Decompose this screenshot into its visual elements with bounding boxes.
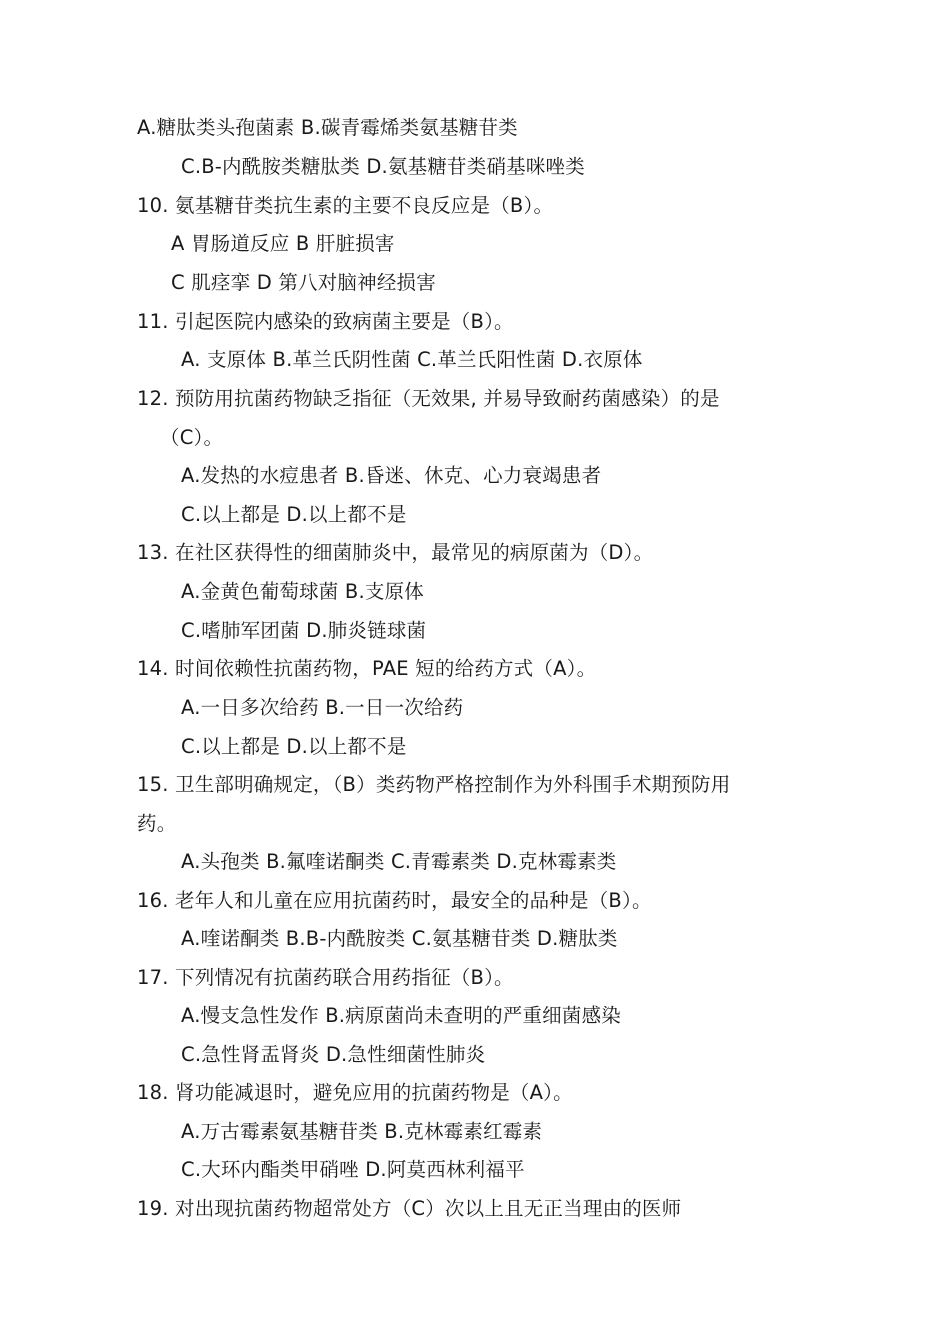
question-14-stem: 14. 时间依赖性抗菌药物，PAE 短的给药方式（A）。: [137, 657, 597, 680]
question-14-options-ab: A.一日多次给药 B.一日一次给药: [181, 696, 464, 719]
question-9-options-cd: C.B-内酰胺类糖肽类 D.氨基糖苷类硝基咪唑类: [181, 155, 585, 178]
question-11-stem: 11. 引起医院内感染的致病菌主要是（B）。: [137, 310, 514, 333]
question-16-stem: 16. 老年人和儿童在应用抗菌药时，最安全的品种是（B）。: [137, 889, 652, 912]
question-13-stem: 13. 在社区获得性的细菌肺炎中，最常见的病原菌为（D）。: [137, 541, 654, 564]
question-9-options-ab: A.糖肽类头孢菌素 B.碳青霉烯类氨基糖苷类: [137, 116, 518, 139]
question-15-stem: 15. 卫生部明确规定，（B）类药物严格控制作为外科围手术期预防用: [137, 773, 731, 796]
question-13-options-cd: C.嗜肺军团菌 D.肺炎链球菌: [181, 619, 427, 642]
question-16-options: A.喹诺酮类 B.B-内酰胺类 C.氨基糖苷类 D.糖肽类: [181, 927, 618, 950]
question-12-stem-cont: （C）。: [160, 426, 224, 449]
question-17-stem: 17. 下列情况有抗菌药联合用药指征（B）。: [137, 966, 514, 989]
question-15-stem-cont: 药。: [137, 812, 177, 835]
question-12-stem: 12. 预防用抗菌药物缺乏指征（无效果, 并易导致耐药菌感染）的是: [137, 387, 720, 410]
question-12-options-cd: C.以上都是 D.以上都不是: [181, 503, 407, 526]
question-19-stem: 19. 对出现抗菌药物超常处方（C）次以上且无正当理由的医师: [137, 1197, 682, 1220]
question-17-options-cd: C.急性肾盂肾炎 D.急性细菌性肺炎: [181, 1043, 486, 1066]
question-10-stem: 10. 氨基糖苷类抗生素的主要不良反应是（B）。: [137, 194, 554, 217]
question-13-options-ab: A.金黄色葡萄球菌 B.支原体: [181, 580, 424, 603]
question-18-stem: 18. 肾功能减退时，避免应用的抗菌药物是（A）。: [137, 1081, 573, 1104]
question-15-options: A.头孢类 B.氟喹诺酮类 C.青霉素类 D.克林霉素类: [181, 850, 617, 873]
question-18-options-ab: A.万古霉素氨基糖苷类 B.克林霉素红霉素: [181, 1120, 543, 1143]
question-11-options: A. 支原体 B.革兰氏阴性菌 C.革兰氏阳性菌 D.衣原体: [181, 348, 643, 371]
question-18-options-cd: C.大环内酯类甲硝唑 D.阿莫西林利福平: [181, 1158, 525, 1181]
question-14-options-cd: C.以上都是 D.以上都不是: [181, 735, 407, 758]
question-10-options-cd: C 肌痉挛 D 第八对脑神经损害: [171, 271, 436, 294]
question-12-options-ab: A.发热的水痘患者 B.昏迷、休克、心力衰竭患者: [181, 464, 602, 487]
question-17-options-ab: A.慢支急性发作 B.病原菌尚未查明的严重细菌感染: [181, 1004, 621, 1027]
question-10-options-ab: A 胃肠道反应 B 肝脏损害: [171, 232, 395, 255]
